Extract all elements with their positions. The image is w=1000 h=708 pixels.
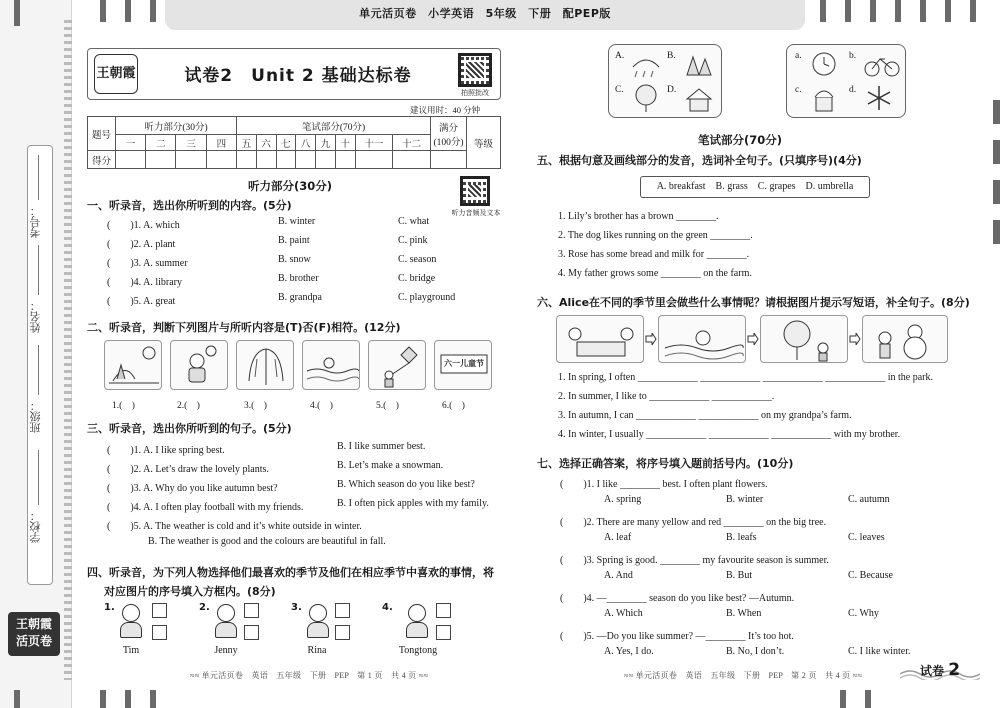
binding-strip [0,0,72,708]
col-num: 九 [316,135,336,151]
s3-item2-b: B. Let’s make a snowman. [337,460,444,471]
col-num: 七 [276,135,296,151]
s1-item2-b: B. paint [278,235,310,246]
score-cell[interactable] [296,151,316,169]
full-marks-label: 满分 [438,123,458,134]
s6-item3[interactable]: 3. In autumn, I can ____________ ____________ on my grandpa’s farm. [558,410,852,421]
s7-item5-c: C. I like winter. [848,646,911,657]
s7-item2-q[interactable]: ( )2. There are many yellow and red ________ on the big tree. [560,517,827,528]
col-num: 一 [116,135,146,151]
s6-picture-autumn [760,315,848,363]
page-badge-label: 试卷 [920,664,945,678]
bottom-mark [865,690,871,708]
number-label: 考号： [30,205,42,238]
listening-header: 听力部分(30分) [116,117,237,135]
s7-item1-c: C. autumn [848,494,890,505]
s5-item3[interactable]: 3. Rose has some bread and milk for ________. [558,249,750,260]
person-num-2: 2. [199,602,210,613]
section4-heading-1: 四、听录音，为下列人物选择他们最喜欢的季节及他们在相应季节中喜欢的事情，将 [87,566,494,579]
s7-item1-b: B. winter [726,494,764,505]
ice-cream-icon [809,83,839,113]
listening-title: 听力部分(30分) [247,179,332,193]
person-name-1: Tim [122,645,140,656]
answer-box[interactable] [436,603,451,618]
full-marks-value: (100分) [433,137,464,148]
brand-badge-line1: 王朝霞 [15,617,52,631]
childrens-day-text: 六一儿童节 [444,359,484,368]
season-label-d: D. [667,85,677,95]
section3-heading: 三、听录音，选出你所听到的句子。(5分) [87,422,292,435]
activity-label-c: c. [795,85,802,95]
s7-item3-a: A. And [604,570,633,581]
activity-label-b: b. [849,51,857,61]
autumn-tree-icon [629,83,663,113]
arrow-right-icon [849,333,861,345]
top-mark [970,0,976,22]
top-mark [870,0,876,22]
s1-item5-b: B. grandpa [278,292,322,303]
series-header: 单元活页卷 小学英语 5年级 下册 配PEP版 [165,0,805,30]
number-line[interactable] [38,155,39,200]
s7-item1-q[interactable]: ( )1. I like ________ best. I often plant flowers. [560,479,768,490]
season-picture-box [608,44,722,118]
answer-box[interactable] [244,603,259,618]
s2-label-4[interactable]: 4.( ) [310,401,333,411]
picnic-icon [557,316,644,363]
section5-heading: 五、根据句意及画线部分的发音，选词补全句子。(只填序号)(4分) [537,154,862,167]
score-table [87,116,501,169]
writing-header: 笔试部分(70分) [236,117,430,135]
s3-item5-b: B. The weather is good and the colours are beautiful in fall. [148,536,386,547]
col-num: 四 [206,135,236,151]
s7-item2-c: C. leaves [848,532,885,543]
top-mark [845,0,851,22]
qr-caption: 拍照批改 [461,89,489,97]
audio-qr-caption: 听力音频及文本 [451,209,501,217]
answer-box[interactable] [152,603,167,618]
boy-avatar [116,604,146,640]
answer-box[interactable] [244,625,259,640]
clock-icon [809,49,839,79]
footer-right: ≈≈ 单元活页卷 英语 五年级 下册 PEP 第 2 页 共 4 页 ≈≈ [624,671,863,680]
s2-picture-2 [170,340,228,390]
section7-heading: 七、选择正确答案，将序号填入题前括号内。(10分) [537,457,794,470]
s5-item2[interactable]: 2. The dog likes running on the green ________. [558,230,753,241]
s3-item5-a[interactable]: ( )5. A. The weather is cold and it’s white outside in winter. [107,521,362,532]
score-cell[interactable] [236,151,256,169]
col-num: 十 [335,135,355,151]
winter-house-icon [681,83,717,113]
s3-item1-a[interactable]: ( )1. A. I like spring best. [107,445,225,456]
top-mark [945,0,951,22]
s2-label-1[interactable]: 1.( ) [112,401,135,411]
s2-picture-5 [368,340,426,390]
school-label: 学校： [30,510,42,543]
grade-label: 等级 [467,117,501,169]
answer-box[interactable] [335,625,350,640]
score-cell[interactable] [146,151,176,169]
activity-picture-box [786,44,906,118]
s7-item4-c: C. Why [848,608,879,619]
spring-rain-icon [629,49,663,79]
willow-tree-icon [237,341,294,390]
bottom-mark [100,690,106,708]
s7-item4-q[interactable]: ( )4. —________ season do you like best? —Autumn. [560,593,795,604]
s7-item3-c: C. Because [848,570,893,581]
publisher-logo: 王朝霞 [94,54,138,94]
s7-item3-q[interactable]: ( )3. Spring is good. ________ my favourite season is summer. [560,555,829,566]
s7-item5-b: B. No, I don’t. [726,646,785,657]
s6-item1[interactable]: 1. In spring, I often ____________ ____________ ____________ ____________ in the park. [558,372,933,383]
score-cell[interactable] [316,151,336,169]
perforation-edge [64,20,72,680]
kite-icon [369,341,426,390]
score-cell[interactable] [256,151,276,169]
col-num: 二 [146,135,176,151]
s7-item1-a: A. spring [604,494,642,505]
qr-code-icon[interactable] [458,53,492,87]
binding-mark [14,690,20,708]
section6-heading: 六、Alice在不同的季节里会做些什么事情呢？请根据图片提示写短语，补全句子。(8分) [537,296,970,309]
s1-item4-c: C. bridge [398,273,436,284]
bottom-mark [840,690,846,708]
answer-box[interactable] [335,603,350,618]
bottom-mark [125,690,131,708]
person-num-3: 3. [291,602,302,613]
s3-item3-a[interactable]: ( )3. A. Why do you like autumn best? [107,483,278,494]
summer-trees-icon [681,49,717,79]
s6-picture-spring [556,315,644,363]
person-num-4: 4. [382,602,393,613]
suggested-time: 建议用时：40 分钟 [410,105,481,115]
score-cell[interactable] [431,151,467,169]
s7-item2-b: B. leafs [726,532,757,543]
col-num: 十一 [355,135,393,151]
s1-item2-c: C. pink [398,235,428,246]
footer-left: ≈≈ 单元活页卷 英语 五年级 下册 PEP 第 1 页 共 4 页 ≈≈ [190,671,429,680]
person-name-4: Tongtong [398,645,438,656]
person-name-3: Rina [307,645,327,656]
s1-item4[interactable]: ( )4. A. library [107,277,182,288]
name-line[interactable] [38,245,39,295]
s1-item3-b: B. snow [278,254,311,265]
girl-avatar [303,604,333,640]
top-mark [125,0,131,22]
answer-box[interactable] [152,625,167,640]
col-num: 十二 [393,135,431,151]
class-line[interactable] [38,345,39,395]
brand-badge [8,612,60,656]
top-mark [100,0,106,22]
word-bank: A. breakfast B. grass C. grapes D. umbrella [640,176,870,198]
girl-avatar [211,604,241,640]
page-badge-number: 2 [948,660,961,680]
section2-heading: 二、听录音，判断下列图片与所听内容是(T)否(F)相符。(12分) [87,321,401,334]
s2-label-6[interactable]: 6.( ) [442,401,465,411]
snowman-icon [863,316,948,363]
score-cell[interactable] [176,151,206,169]
s7-item4-a: A. Which [604,608,643,619]
season-label-c: C. [615,85,624,95]
name-label: 姓名： [30,300,42,333]
s1-item1[interactable]: ( )1. A. which [107,220,180,231]
section1-heading: 一、听录音，选出你所听到的内容。(5分) [87,199,292,212]
s1-item4-b: B. brother [278,273,319,284]
season-label-a: A. [615,51,625,61]
season-label-b: B. [667,51,676,61]
arrow-right-icon [747,333,759,345]
class-label: 班级： [30,400,42,433]
col-num: 六 [256,135,276,151]
score-cell[interactable] [355,151,393,169]
page-badge [920,660,960,680]
bottom-mark [150,690,156,708]
top-mark [895,0,901,22]
s5-item4[interactable]: 4. My father grows some ________ on the farm. [558,268,752,279]
s2-label-2[interactable]: 2.( ) [177,401,200,411]
s6-picture-summer [658,315,746,363]
s1-item1-b: B. winter [278,216,316,227]
activity-label-d: d. [849,85,857,95]
right-mark [993,140,1000,164]
arrow-right-icon [645,333,657,345]
title-box [87,48,501,100]
s7-item5-a: A. Yes, I do. [604,646,654,657]
snowflake-icon [863,83,895,113]
boy-glasses-avatar [402,604,432,640]
col-num: 三 [176,135,206,151]
s1-item5-c: C. playground [398,292,456,303]
s7-item2-a: A. leaf [604,532,632,543]
s6-item4[interactable]: 4. In winter, I usually ____________ ____________ ____________ with my brother. [558,429,901,440]
score-cell[interactable] [335,151,355,169]
s6-item2[interactable]: 2. In summer, I like to ____________ ____________. [558,391,775,402]
s1-item3-c: C. season [398,254,437,265]
sunny-boy-icon [171,341,228,390]
person-num-1: 1. [104,602,115,613]
score-label: 得分 [88,151,116,169]
right-mark [993,100,1000,124]
brand-badge-line2: 活页卷 [15,634,52,648]
s2-picture-4 [302,340,360,390]
score-cell[interactable] [276,151,296,169]
top-mark [820,0,826,22]
paper-title: 试卷2 Unit 2 基础达标卷 [184,66,412,86]
score-cell[interactable] [206,151,236,169]
s7-item5-q[interactable]: ( )5. —Do you like summer? —________ It’s too hot. [560,631,794,642]
s3-item3-b: B. Which season do you like best? [337,479,475,490]
score-cell[interactable] [393,151,431,169]
swimming-girl-icon [659,316,746,363]
item-label: 题号 [88,117,116,151]
s3-item1-b: B. I like summer best. [337,441,426,452]
writing-title: 笔试部分(70分) [697,133,782,147]
s2-picture-6 [434,340,492,390]
activity-label-a: a. [795,51,802,61]
s1-item2[interactable]: ( )2. A. plant [107,239,176,250]
s2-picture-3 [236,340,294,390]
top-mark [920,0,926,22]
binding-mark [14,0,20,26]
score-cell[interactable] [116,151,146,169]
top-mark [150,0,156,22]
col-num: 五 [236,135,256,151]
full-marks [431,117,467,151]
s3-item4-b: B. I often pick apples with my family. [337,498,489,509]
apple-tree-icon [761,316,848,363]
s3-item2-a[interactable]: ( )2. A. Let’s draw the lovely plants. [107,464,269,475]
s7-item4-b: B. When [726,608,762,619]
s5-item1[interactable]: 1. Lily’s brother has a brown ________. [558,211,719,222]
s3-item4-a[interactable]: ( )4. A. I often play football with my friends. [107,502,304,513]
school-line[interactable] [38,450,39,505]
s2-label-5[interactable]: 5.( ) [376,401,399,411]
person-name-2: Jenny [214,645,238,656]
right-mark [993,220,1000,244]
s7-item3-b: B. But [726,570,753,581]
s1-item5[interactable]: ( )5. A. great [107,296,176,307]
answer-box[interactable] [436,625,451,640]
tree-sun-icon [105,341,162,390]
section4-heading-2: 对应图片的序号填入方框内。(8分) [104,585,276,598]
s1-item1-c: C. what [398,216,430,227]
bicycle-icon [863,49,901,79]
right-mark [993,180,1000,204]
swimming-icon [303,341,360,390]
audio-qr-code-icon[interactable] [460,176,490,206]
col-num: 八 [296,135,316,151]
s1-item3[interactable]: ( )3. A. summer [107,258,188,269]
s2-picture-1 [104,340,162,390]
s6-picture-winter [862,315,948,363]
s2-label-3[interactable]: 3.( ) [244,401,267,411]
